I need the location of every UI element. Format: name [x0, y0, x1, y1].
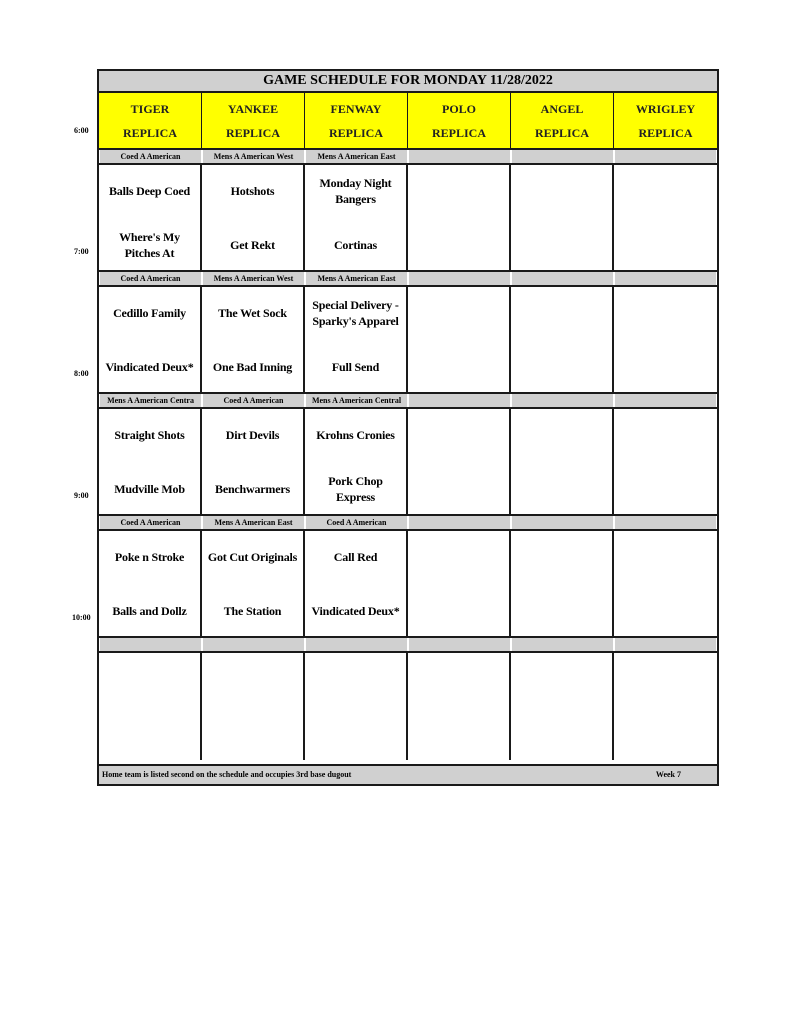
field-name: YANKEE [227, 102, 279, 116]
schedule-title: GAME SCHEDULE FOR MONDAY 11/28/2022 [99, 71, 717, 93]
division-label [409, 516, 510, 529]
time-label: 10:00 [72, 613, 91, 622]
division-label [615, 516, 716, 529]
game-cell [408, 287, 511, 392]
field-type: REPLICA [638, 126, 693, 140]
time-label: 9:00 [74, 491, 89, 500]
time-slot [99, 409, 717, 516]
home-team: Vindicated Deux* [105, 360, 194, 374]
home-team: Vindicated Deux* [311, 604, 400, 618]
field-header-angel [511, 93, 614, 148]
game-cell [202, 287, 305, 392]
game-cell [614, 409, 717, 514]
division-label [615, 638, 716, 651]
game-cell [99, 531, 202, 636]
home-team: Mudville Mob [114, 482, 185, 496]
schedule-table [97, 69, 719, 786]
game-cell [614, 531, 717, 636]
division-band [99, 150, 717, 165]
home-team: Cortinas [333, 238, 378, 252]
time-label: 7:00 [74, 247, 89, 256]
game-cell [99, 653, 202, 760]
division-label [100, 638, 201, 651]
visiting-team: Call Red [333, 550, 378, 564]
field-header-yankee [202, 93, 305, 148]
division-label: Coed A American [100, 272, 201, 285]
game-cell [614, 165, 717, 270]
game-cell [614, 653, 717, 760]
home-team: Full Send [331, 360, 380, 374]
time-slot [99, 653, 717, 760]
visiting-team: Krohns Cronies [316, 428, 395, 442]
game-cell [305, 531, 408, 636]
field-name: FENWAY [330, 102, 382, 116]
home-team: One Bad Inning [212, 360, 293, 374]
division-label [409, 394, 510, 407]
game-cell [511, 409, 614, 514]
home-team: Benchwarmers [215, 482, 290, 496]
game-cell [202, 653, 305, 760]
division-label [512, 272, 613, 285]
game-cell [305, 287, 408, 392]
game-cell [305, 409, 408, 514]
division-band [99, 638, 717, 653]
visiting-team: Got Cut Originals [207, 550, 298, 564]
game-cell [99, 165, 202, 270]
visiting-team: Monday Night Bangers [319, 176, 392, 206]
field-type: REPLICA [534, 126, 589, 140]
field-header-wrigley [614, 93, 717, 148]
visiting-team: Dirt Devils [225, 428, 280, 442]
division-label [203, 638, 304, 651]
game-cell [202, 531, 305, 636]
time-slot [99, 287, 717, 394]
division-label: Coed A American [100, 150, 201, 163]
division-label: Mens A American East [203, 516, 304, 529]
field-type: REPLICA [225, 126, 280, 140]
home-team: Where's My Pitches At [119, 230, 180, 260]
division-label [409, 272, 510, 285]
game-cell [408, 653, 511, 760]
home-team: Balls and Dollz [112, 604, 187, 618]
home-team: Get Rekt [230, 238, 275, 252]
home-team: Pork Chop Express [328, 474, 383, 504]
time-slot [99, 531, 717, 638]
division-label: Mens A American Centra [100, 394, 201, 407]
field-header-row [99, 93, 717, 150]
division-band [99, 516, 717, 531]
division-label: Mens A American West [203, 272, 304, 285]
field-name: TIGER [130, 102, 170, 116]
field-name: WRIGLEY [635, 102, 696, 116]
game-cell [408, 165, 511, 270]
division-label: Mens A American East [306, 272, 407, 285]
division-label [512, 394, 613, 407]
visiting-team: Straight Shots [114, 428, 185, 442]
field-type: REPLICA [431, 126, 486, 140]
visiting-team: Cedillo Family [113, 306, 186, 320]
game-cell [202, 165, 305, 270]
game-cell [511, 653, 614, 760]
division-label [512, 150, 613, 163]
field-type: REPLICA [122, 126, 177, 140]
division-label: Coed A American [100, 516, 201, 529]
home-team: The Station [223, 604, 282, 618]
field-header-tiger [99, 93, 202, 148]
division-label: Coed A American [203, 394, 304, 407]
game-cell [614, 287, 717, 392]
division-label [512, 516, 613, 529]
week-label: Week 7 [655, 770, 681, 779]
visiting-team: Special Delivery - Sparky's Apparel [312, 298, 399, 328]
division-label [512, 638, 613, 651]
field-header-polo [408, 93, 511, 148]
division-label [409, 150, 510, 163]
game-cell [511, 165, 614, 270]
visiting-team: The Wet Sock [218, 306, 287, 320]
game-cell [511, 287, 614, 392]
division-label: Mens A American West [203, 150, 304, 163]
division-label [615, 272, 716, 285]
game-cell [511, 531, 614, 636]
schedule-footer [99, 764, 717, 784]
time-label: 6:00 [74, 126, 89, 135]
division-label [615, 394, 716, 407]
field-name: ANGEL [540, 102, 584, 116]
field-type: REPLICA [328, 126, 383, 140]
division-label: Coed A American [306, 516, 407, 529]
time-slot [99, 165, 717, 272]
time-label: 8:00 [74, 369, 89, 378]
field-header-fenway [305, 93, 408, 148]
division-label [409, 638, 510, 651]
division-label: Mens A American Central [306, 394, 407, 407]
game-cell [305, 165, 408, 270]
division-label [615, 150, 716, 163]
division-band [99, 272, 717, 287]
home-team-note: Home team is listed second on the schedule and occupies 3rd base dugout [102, 770, 352, 779]
visiting-team: Poke n Stroke [114, 550, 185, 564]
game-cell [408, 409, 511, 514]
visiting-team: Balls Deep Coed [108, 184, 190, 198]
game-cell [99, 409, 202, 514]
division-band [99, 394, 717, 409]
field-name: POLO [441, 102, 476, 116]
division-label [306, 638, 407, 651]
visiting-team: Hotshots [230, 184, 275, 198]
game-cell [305, 653, 408, 760]
division-label: Mens A American East [306, 150, 407, 163]
game-cell [408, 531, 511, 636]
game-cell [99, 287, 202, 392]
game-cell [202, 409, 305, 514]
